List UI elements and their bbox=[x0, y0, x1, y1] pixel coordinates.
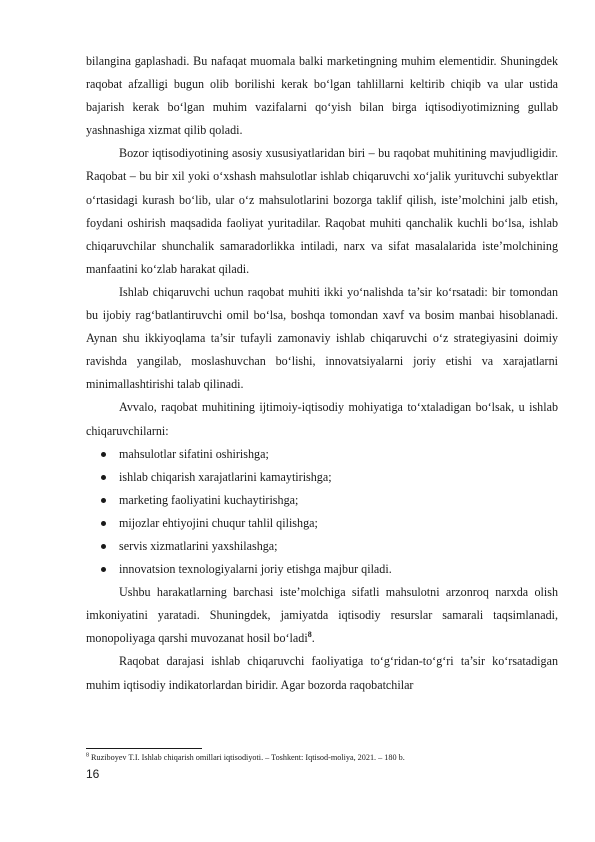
bullet-text: innovatsion texnologiyalarni joriy etishga majbur qiladi. bbox=[119, 562, 392, 577]
bullet-item bbox=[86, 535, 558, 558]
footnote-text: Ruziboyev T.I. Ishlab chiqarish omillari iqtisodiyoti. – Toshkent: Iqtisod-moliya, 2021. – 180 b. bbox=[89, 753, 405, 762]
bullet-icon bbox=[101, 498, 106, 503]
paragraph-6: Raqobat darajasi ishlab chiqaruvchi faoliyatiga to‘g‘ridan-to‘g‘ri ta’sir ko‘rsatadigan muhim iqtisodiy indikatorlardan biridir. Agar bozorda raqobatchilar bbox=[86, 654, 558, 692]
footnote-mark: 8 bbox=[86, 752, 89, 759]
paragraph-5-end: . bbox=[311, 631, 315, 646]
bullet-item bbox=[86, 512, 558, 535]
paragraph-5 bbox=[86, 581, 558, 650]
bullet-text: mahsulotlar sifatini oshirishga; bbox=[119, 446, 269, 461]
footnote-divider bbox=[86, 748, 202, 749]
paragraph-2: Bozor iqtisodiyotining asosiy xususiyatlaridan biri – bu raqobat muhitining mavjudligidir. Raqobat – bu bir xil yoki o‘xshash mahsulotlar ishlab chiqaruvchi xo‘jalik yurituvchi subyektlar o‘rtasidagi kurash bo‘lib, ular o‘z mahsulotlarini bozorga taklif qilish, iste’molchini jalb etish, foydani oshirish maqsadida faoliyat yuritadilar. Raqobat muhiti qanchalik kuchli bo‘lsa, ishlab chiqaruvchilar shunchalik samaradorlikka intiladi, narx va sifat masalalarida iste’molchining manfaatini ko‘zlab harakat qiladi. bbox=[86, 146, 558, 276]
bullet-list bbox=[86, 443, 558, 582]
paragraph-4: Avvalo, raqobat muhitining ijtimoiy-iqtisodiy mohiyatiga to‘xtaladigan bo‘lsak, u ishlab chiqaruvchilarni: bbox=[86, 400, 558, 438]
bullet-item bbox=[86, 489, 558, 512]
bullet-text: servis xizmatlarini yaxshilashga; bbox=[119, 538, 278, 553]
paragraph-3: Ishlab chiqaruvchi uchun raqobat muhiti ikki yo‘nalishda ta’sir ko‘rsatadi: bir tomondan bu ijobiy rag‘batlantiruvchi omil bo‘lsa, boshqa tomondan xavf va bosim manbai hisoblanadi. Aynan shu ikkiyoqlama ta’sir tufayli zamonaviy ishlab chiqaruvchi o‘z strategiyasini doimiy ravishda yangilab, moslashuvchan bo‘lishi, innovatsiyalarni joriy etishi va xarajatlarni minimallashtirishi talab qilinadi. bbox=[86, 284, 558, 392]
bullet-text: marketing faoliyatini kuchaytirishga; bbox=[119, 492, 299, 507]
bullet-text: ishlab chiqarish xarajatlarini kamaytirishga; bbox=[119, 469, 332, 484]
page-number: 16 bbox=[86, 767, 100, 781]
bullet-icon bbox=[101, 475, 106, 480]
bullet-item bbox=[86, 558, 558, 581]
bullet-item bbox=[86, 443, 558, 466]
bullet-icon bbox=[101, 521, 106, 526]
bullet-icon bbox=[101, 544, 106, 549]
bullet-text: mijozlar ehtiyojini chuqur tahlil qilishga; bbox=[119, 515, 318, 530]
page-body bbox=[86, 50, 558, 697]
footnote-reference[interactable]: 8 bbox=[307, 630, 312, 640]
footnote bbox=[86, 752, 558, 763]
paragraph-1: bilangina gaplashadi. Bu nafaqat muomala balki marketingning muhim elementidir. Shuningdek raqobat afzalligi bugun olib borilishi kerak bo‘lgan tahlillarni keltirib chiqib va ular ustida bajarish kerak bo‘lgan muhim vazifalarni qo‘yish bilan birga iqtisodiyotimizning gullab yashnashiga xizmat qilib qoladi. bbox=[86, 54, 558, 138]
bullet-item bbox=[86, 466, 558, 489]
bullet-icon bbox=[101, 452, 106, 457]
bullet-icon bbox=[101, 567, 106, 572]
paragraph-5-text: Ushbu harakatlarning barchasi iste’molchiga sifatli mahsulotni arzonroq narxda olish imkoniyatini yaratadi. Shuningdek, jamiyatda iqtisodiy resurslar samarali taqsimlanadi, monopoliyaga qarshi muvozanat hosil bo‘ladi bbox=[86, 585, 558, 646]
